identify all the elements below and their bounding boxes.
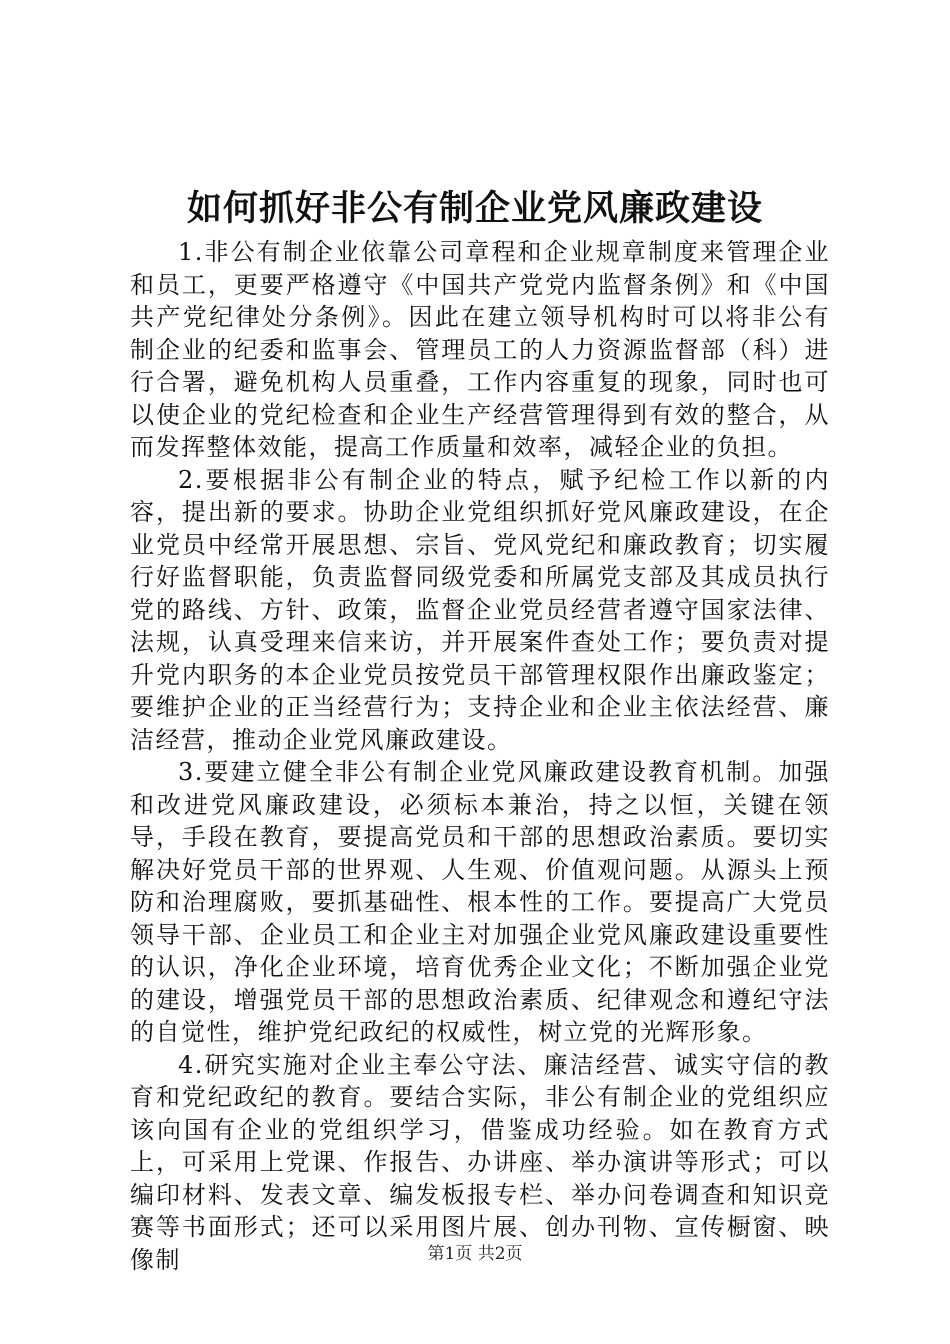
paragraph-2: 2.要根据非公有制企业的特点，赋予纪检工作以新的内容，提出新的要求。协助企业党组织抓好党风廉政建设，在企业党员中经常开展思想、宗旨、党风党纪和廉政教育；切实履行好监督职能，负责监督同级党委和所属党支部及其成员执行党的路线、方针、政策，监督企业党员经营者遵守国家法律、法规，认真受理来信来访，并开展案件查处工作；要负责对提升党内职务的本企业党员按党员干部管理权限作出廉政鉴定；要维护企业的正当经营行为；支持企业和企业主依法经营、廉洁经营，推动企业党风廉政建设。	[130, 465, 830, 754]
document-title: 如何抓好非公有制企业党风廉政建设	[186, 188, 763, 229]
paragraph-4: 4.研究实施对企业主奉公守法、廉洁经营、诚实守信的教育和党纪政纪的教育。要结合实际，非公有制企业的党组织应该向国有企业的党组织学习，借鉴成功经验。如在教育方式上，可采用上党课、作报告、办讲座、举办演讲等形式；可以编印材料、发表文章、编发板报专栏、举办问卷调查和知识竞赛等书面形式；还可以采用图片展、创办刊物、宣传橱窗、映像制	[130, 1050, 830, 1274]
paragraph-3: 3.要建立健全非公有制企业党风廉政建设教育机制。加强和改进党风廉政建设，必须标本兼治，持之以恒，关键在领导，手段在教育，要提高党员和干部的思想政治素质。要切实解决好党员干部的世界观、人生观、价值观问题。从源头上预防和治理腐败，要抓基础性、根本性的工作。要提高广大党员领导干部、企业员工和企业主对加强企业党风廉政建设重要性的认识，净化企业环境，培育优秀企业文化；不断加强企业党的建设，增强党员干部的思想政治素质、纪律观念和遵纪守法的自觉性，维护党纪政纪的权威性，树立党的光辉形象。	[130, 758, 830, 1046]
document-body	[130, 236, 830, 1276]
paragraph-1: 1.非公有制企业依靠公司章程和企业规章制度来管理企业和员工，更要严格遵守《中国共产党党内监督条例》和《中国共产党纪律处分条例》。因此在建立领导机构时可以将非公有制企业的纪委和监事会、管理员工的人力资源监督部（科）进行合署，避免机构人员重叠，工作内容重复的现象，同时也可以使企业的党纪检查和企业生产经营管理得到有效的整合，从而发挥整体效能，提高工作质量和效率，减轻企业的负担。	[130, 238, 830, 461]
page-footer: 第1页 共2页	[427, 1244, 523, 1264]
